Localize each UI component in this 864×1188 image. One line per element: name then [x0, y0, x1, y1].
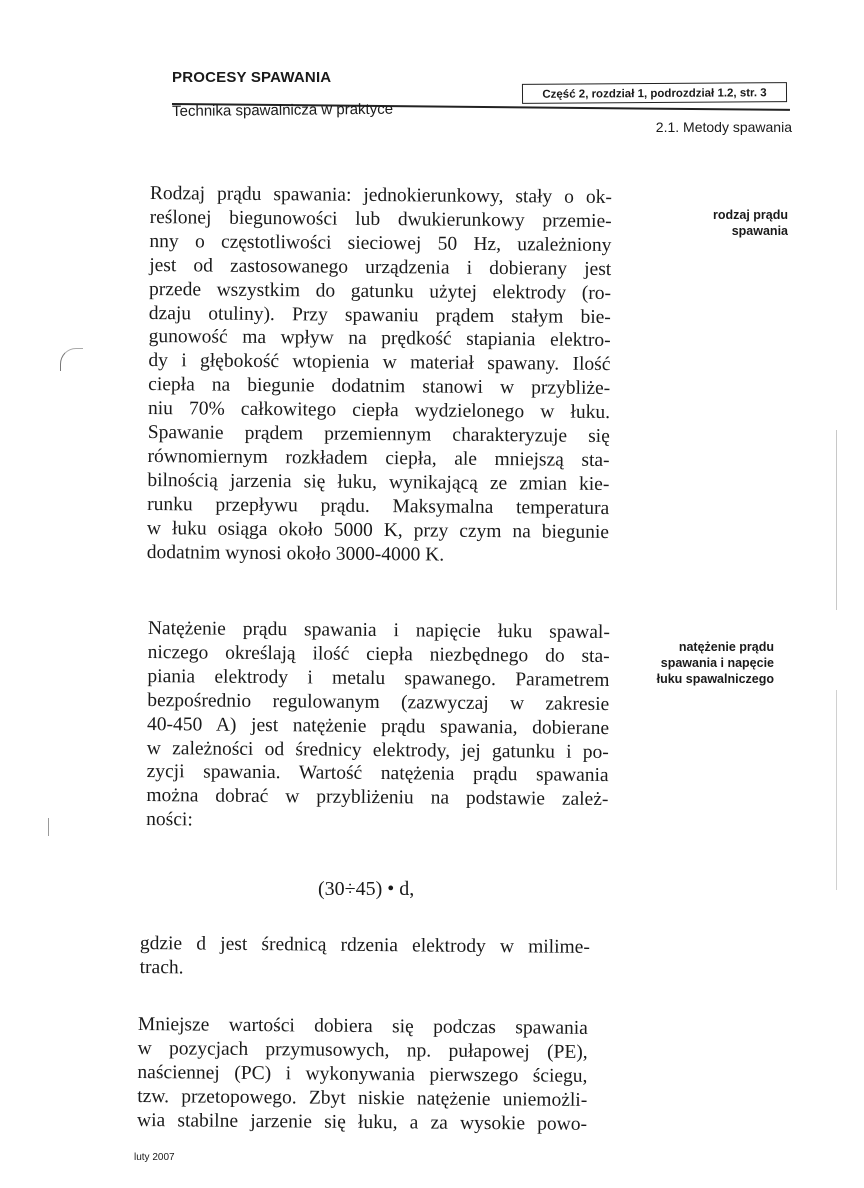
document-subtitle: Technika spawalnicza w praktyce	[172, 100, 394, 120]
text-line: jest od zastosowanego urządzenia i dobierany jest	[149, 254, 612, 280]
text-line: tzw. przetopowego. Zbyt niskie natężenie uniemożli-	[137, 1085, 588, 1111]
paragraph-lower-values	[137, 1013, 588, 1136]
text-line: dzaju otuliny). Przy spawaniu prądem stałym bie-	[148, 302, 611, 328]
chapter-reference: Część 2, rozdział 1, podrozdział 1.2, str. 3	[522, 82, 787, 104]
text-line: naściennej (PC) i wykonywania pierwszego ściegu,	[137, 1061, 588, 1087]
text-line: wia stabilne jarzenie się łuku, a za wysokie powo-	[136, 1109, 588, 1135]
text-line: można dobrać w przybliżeniu na podstawie zależ-	[146, 785, 609, 811]
text-line: reślonej biegunowości lub dwukierunkowy przemie-	[149, 206, 612, 232]
text-line: piania elektrody i metalu spawanego. Parametrem	[147, 665, 610, 691]
text-line: w zależności od średnicy elektrody, jej gatunku i po-	[146, 737, 609, 763]
text-line: dodatnim wynosi około 3000-4000 K.	[146, 541, 445, 566]
text-line: ności:	[146, 809, 193, 831]
scan-edge-line	[836, 430, 837, 610]
text-line: gunowość ma wpływ na prędkość stapiania elektro-	[148, 326, 611, 352]
section-title: 2.1. Metody spawania	[655, 119, 792, 135]
text-line: w łuku osiąga około 5000 K, przy czym na biegunie	[146, 517, 610, 543]
scan-edge-line	[836, 690, 837, 890]
text-line: ciepła na biegunie dodatnim stanowi w przybliże-	[148, 374, 611, 400]
text-line: w pozycjach przymusowych, np. pułapowej (PE),	[137, 1037, 588, 1063]
text-line: przede wszystkim do gatunku użytej elektrody (ro-	[148, 278, 612, 304]
text-line: bilnością jarzenia się łuku, wynikającą ze zmian kie-	[147, 469, 610, 495]
footer-date: luty 2007	[134, 1152, 175, 1163]
margin-note-line: natężenie prądu	[678, 640, 774, 654]
text-line: równomiernym rozkładem ciepła, ale mniejszą sta-	[147, 445, 610, 471]
margin-note-line: spawania	[731, 224, 788, 238]
scan-punch-mark	[60, 348, 83, 371]
text-line: nny o częstotliwości sieciowej 50 Hz, uzależniony	[149, 230, 612, 256]
scan-punch-mark	[48, 818, 49, 836]
text-line: Mniejsze wartości dobiera się podczas spawania	[137, 1013, 588, 1039]
text-line: Natężenie prądu spawania i napięcie łuku spawal-	[147, 617, 610, 644]
text-line: gdzie d jest średnicą rdzenia elektrody w milime-	[139, 932, 590, 958]
text-line: 40-450 A) jest natężenie prądu spawania, dobierane	[146, 713, 610, 739]
margin-note-current-voltage	[554, 639, 774, 687]
document-title: PROCESY SPAWANIA	[172, 69, 332, 86]
text-line: trach.	[139, 956, 184, 979]
text-line: dy i głębokość wtopienia w materiał spawany. Ilość	[148, 350, 611, 376]
text-line: bezpośrednio regulowanym (zazwyczaj w zakresie	[147, 689, 610, 715]
margin-note-line: łuku spawalniczego	[656, 672, 774, 686]
text-line: runku przepływu prądu. Maksymalna temperatura	[147, 493, 610, 519]
margin-note-line: spawania i napęcie	[660, 656, 774, 670]
text-line: zycji spawania. Wartość natężenia prądu spawania	[146, 761, 609, 787]
paragraph-welding-current-type	[147, 182, 612, 569]
paragraph-formula-explanation	[140, 932, 590, 984]
text-line: niczego określają ilość ciepła niezbędnego do sta-	[147, 641, 610, 667]
text-line: niu 70% całkowitego ciepła wydzielonego w łuku.	[147, 398, 611, 424]
current-formula: (30÷45) • d,	[318, 878, 415, 900]
margin-note-line: rodzaj prądu	[712, 208, 788, 222]
margin-note-current-type	[588, 207, 788, 239]
text-line: Spawanie prądem przemiennym charakteryzuje się	[147, 422, 610, 448]
text-line: Rodzaj prądu spawania: jednokierunkowy, stały o ok-	[149, 182, 612, 209]
paragraph-current-and-voltage	[146, 617, 610, 836]
